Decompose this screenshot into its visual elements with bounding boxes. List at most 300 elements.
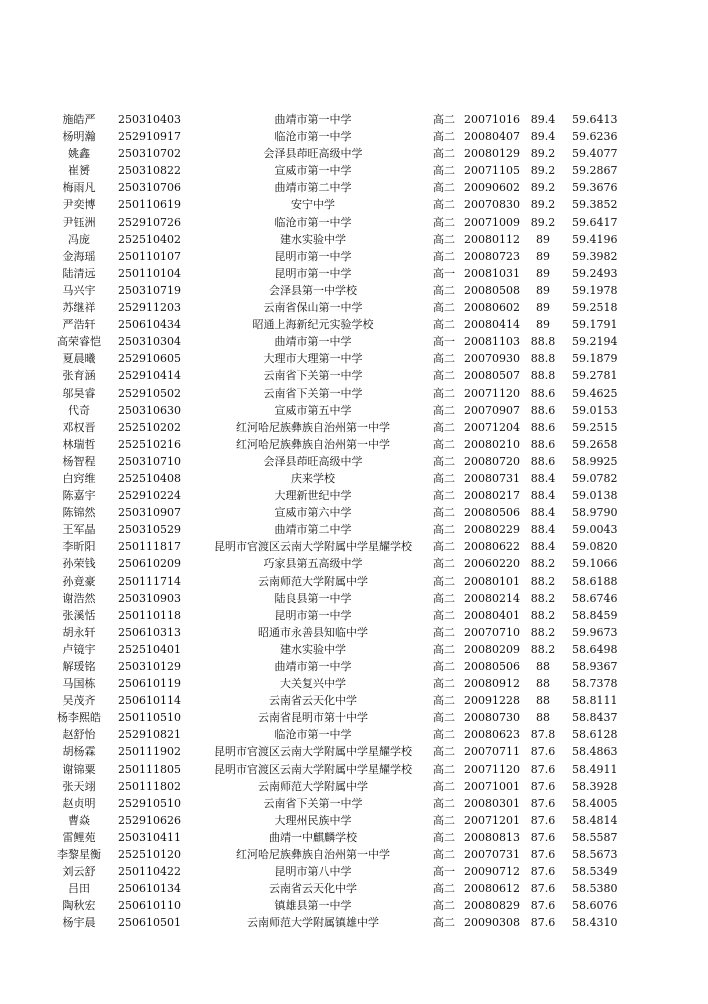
student-name-cell: 孙竟豪 (62, 574, 96, 588)
final-score-cell: 59.2515 (572, 420, 618, 434)
school-name-cell: 红河哈尼族彝族自治州第一中学 (236, 848, 390, 862)
birth-date-cell: 20080129 (464, 147, 520, 161)
exam-id-cell: 250610114 (118, 694, 181, 708)
final-score-cell: 58.5673 (572, 848, 618, 862)
grade-level-cell: 高二 (433, 130, 455, 144)
birth-date-cell: 20071105 (464, 164, 520, 178)
table-row (0, 863, 708, 880)
student-name-cell: 金海瑶 (62, 249, 96, 263)
grade-level-cell: 高二 (433, 181, 455, 195)
birth-date-cell: 20071016 (464, 113, 520, 126)
student-name-cell: 胡杨霖 (62, 745, 96, 759)
birth-date-cell: 20080731 (464, 471, 520, 485)
birth-date-cell: 20071204 (464, 420, 520, 434)
birth-date-cell: 20070930 (464, 352, 520, 366)
score-cell: 89 (536, 283, 550, 297)
final-score-cell: 58.9925 (572, 454, 618, 468)
final-score-cell: 58.8437 (572, 711, 618, 725)
grade-level-cell: 高二 (433, 437, 455, 451)
school-name-cell: 巧家县第五高级中学 (263, 557, 363, 571)
score-cell: 89 (536, 318, 550, 332)
table-row (0, 453, 708, 470)
final-score-cell: 59.1066 (572, 557, 618, 571)
score-cell: 88.8 (530, 335, 556, 349)
exam-id-cell: 252510216 (118, 437, 181, 451)
school-name-cell: 庆来学校 (291, 471, 335, 485)
exam-id-cell: 250110107 (118, 249, 181, 263)
results-table (0, 111, 708, 932)
score-cell: 88.2 (530, 625, 556, 639)
exam-id-cell: 250310710 (118, 454, 181, 468)
exam-id-cell: 250310304 (118, 335, 181, 349)
school-name-cell: 会泽县茚旺高级中学 (263, 454, 363, 468)
exam-id-cell: 250110422 (118, 865, 181, 879)
grade-level-cell: 高二 (433, 916, 455, 930)
student-name-cell: 陶秋宏 (62, 899, 96, 913)
school-name-cell: 曲靖市第一中学 (274, 335, 352, 349)
school-name-cell: 会泽县茚旺高级中学 (263, 147, 363, 161)
exam-id-cell: 250610119 (118, 677, 181, 691)
score-cell: 87.6 (530, 745, 556, 759)
school-name-cell: 临沧市第一中学 (274, 728, 352, 742)
exam-id-cell: 250110510 (118, 711, 181, 725)
grade-level-cell: 高二 (433, 779, 455, 793)
student-name-cell: 高荣睿恺 (57, 335, 101, 349)
school-name-cell: 宣威市第五中学 (274, 403, 352, 417)
table-row (0, 709, 708, 726)
student-name-cell: 曹焱 (68, 813, 90, 827)
grade-level-cell: 高二 (433, 386, 455, 400)
exam-id-cell: 250610209 (118, 557, 181, 571)
student-name-cell: 崔赟 (68, 164, 90, 178)
school-name-cell: 昭通上海新纪元实验学校 (252, 318, 374, 332)
table-row (0, 829, 708, 846)
final-score-cell: 59.1978 (572, 283, 618, 297)
score-cell: 88 (536, 677, 550, 691)
exam-id-cell: 250310706 (118, 181, 181, 195)
final-score-cell: 58.6128 (572, 728, 618, 742)
exam-id-cell: 252910821 (118, 728, 181, 742)
table-row (0, 470, 708, 487)
score-cell: 89.2 (530, 147, 556, 161)
exam-id-cell: 250610501 (118, 916, 181, 930)
score-cell: 88 (536, 660, 550, 673)
birth-date-cell: 20080112 (464, 232, 520, 246)
school-name-cell: 昆明市第一中学 (274, 249, 352, 263)
final-score-cell: 59.2518 (572, 301, 618, 315)
school-name-cell: 云南省下关第一中学 (263, 386, 363, 400)
final-score-cell: 59.0820 (572, 540, 618, 554)
grade-level-cell: 高二 (433, 232, 455, 246)
table-row (0, 436, 708, 453)
score-cell: 88.6 (530, 420, 556, 434)
grade-level-cell: 高二 (433, 420, 455, 434)
table-row (0, 265, 708, 282)
grade-level-cell: 高一 (433, 335, 455, 349)
final-score-cell: 59.0153 (572, 403, 618, 417)
final-score-cell: 58.6498 (572, 642, 618, 656)
birth-date-cell: 20080622 (464, 540, 520, 554)
grade-level-cell: 高二 (433, 215, 455, 229)
school-name-cell: 云南师范大学附属中学 (258, 574, 368, 588)
school-name-cell: 云南省保山第一中学 (263, 301, 363, 315)
birth-date-cell: 20080829 (464, 899, 520, 913)
exam-id-cell: 252911203 (118, 301, 181, 315)
birth-date-cell: 20070907 (464, 403, 520, 417)
student-name-cell: 吴茂齐 (62, 694, 96, 708)
school-name-cell: 红河哈尼族彝族自治州第一中学 (236, 420, 390, 434)
score-cell: 88 (536, 711, 550, 725)
school-name-cell: 云南师范大学附属镇雄中学 (247, 916, 379, 930)
score-cell: 87.8 (530, 728, 556, 742)
final-score-cell: 58.3928 (572, 779, 618, 793)
birth-date-cell: 20080813 (464, 830, 520, 844)
score-cell: 88.6 (530, 437, 556, 451)
table-row (0, 402, 708, 419)
grade-level-cell: 高二 (433, 113, 455, 126)
table-row (0, 607, 708, 624)
final-score-cell: 58.5349 (572, 865, 618, 879)
exam-id-cell: 250310403 (118, 113, 181, 126)
grade-level-cell: 高二 (433, 523, 455, 537)
table-row (0, 761, 708, 778)
exam-id-cell: 250610134 (118, 882, 181, 896)
table-row (0, 778, 708, 795)
score-cell: 87.6 (530, 882, 556, 896)
table-row (0, 282, 708, 299)
birth-date-cell: 20080507 (464, 369, 520, 383)
table-row (0, 846, 708, 863)
table-row (0, 880, 708, 897)
school-name-cell: 大理市大理第一中学 (263, 352, 363, 366)
school-name-cell: 陆良县第一中学 (274, 591, 352, 605)
score-cell: 89 (536, 232, 550, 246)
birth-date-cell: 20080401 (464, 608, 520, 622)
birth-date-cell: 20080623 (464, 728, 520, 742)
student-name-cell: 雷鲤苑 (62, 830, 96, 844)
table-row (0, 419, 708, 436)
final-score-cell: 58.6188 (572, 574, 618, 588)
table-row (0, 743, 708, 760)
table-row (0, 111, 708, 128)
grade-level-cell: 高二 (433, 574, 455, 588)
school-name-cell: 宣威市第一中学 (274, 164, 352, 178)
school-name-cell: 安宁中学 (291, 198, 335, 212)
birth-date-cell: 20080506 (464, 506, 520, 520)
score-cell: 88 (536, 694, 550, 708)
exam-id-cell: 252510401 (118, 642, 181, 656)
final-score-cell: 59.2194 (572, 335, 618, 349)
score-cell: 89 (536, 301, 550, 315)
score-cell: 87.6 (530, 848, 556, 862)
grade-level-cell: 高二 (433, 728, 455, 742)
final-score-cell: 59.1791 (572, 318, 618, 332)
score-cell: 88.8 (530, 352, 556, 366)
student-name-cell: 解瑗铭 (62, 660, 96, 673)
birth-date-cell: 20091228 (464, 694, 520, 708)
table-row (0, 145, 708, 162)
school-name-cell: 昆明市第一中学 (274, 266, 352, 280)
exam-id-cell: 250110118 (118, 608, 181, 622)
table-row (0, 795, 708, 812)
grade-level-cell: 高二 (433, 762, 455, 776)
student-name-cell: 代奇 (68, 403, 90, 417)
score-cell: 87.6 (530, 916, 556, 930)
exam-id-cell: 252910917 (118, 130, 181, 144)
student-name-cell: 卢镜宇 (62, 642, 96, 656)
table-row (0, 128, 708, 145)
grade-level-cell: 高二 (433, 369, 455, 383)
final-score-cell: 58.5587 (572, 830, 618, 844)
school-name-cell: 云南省下关第一中学 (263, 796, 363, 810)
birth-date-cell: 20080214 (464, 591, 520, 605)
exam-id-cell: 250610434 (118, 318, 181, 332)
student-name-cell: 刘云舒 (62, 865, 96, 879)
school-name-cell: 昆明市官渡区云南大学附属中学星耀学校 (214, 540, 412, 554)
score-cell: 88.6 (530, 403, 556, 417)
school-name-cell: 曲靖市第一中学 (274, 113, 352, 126)
table-row (0, 538, 708, 555)
final-score-cell: 59.3982 (572, 249, 618, 263)
exam-id-cell: 252910510 (118, 796, 181, 810)
table-row (0, 675, 708, 692)
score-cell: 89.2 (530, 164, 556, 178)
final-score-cell: 59.4196 (572, 232, 618, 246)
school-name-cell: 昆明市第八中学 (274, 865, 352, 879)
student-name-cell: 王军晶 (62, 523, 96, 537)
birth-date-cell: 20080101 (464, 574, 520, 588)
score-cell: 87.6 (530, 899, 556, 913)
birth-date-cell: 20060220 (464, 557, 520, 571)
exam-id-cell: 252910224 (118, 489, 181, 503)
student-name-cell: 尹钰洲 (62, 215, 96, 229)
score-cell: 89.2 (530, 181, 556, 195)
grade-level-cell: 高二 (433, 301, 455, 315)
birth-date-cell: 20070731 (464, 848, 520, 862)
student-name-cell: 马兴宇 (62, 283, 96, 297)
final-score-cell: 59.2867 (572, 164, 618, 178)
score-cell: 87.6 (530, 779, 556, 793)
score-cell: 88.2 (530, 608, 556, 622)
score-cell: 88.2 (530, 591, 556, 605)
student-name-cell: 姚鑫 (68, 147, 90, 161)
table-row (0, 248, 708, 265)
final-score-cell: 59.3852 (572, 198, 618, 212)
birth-date-cell: 20081103 (464, 335, 520, 349)
grade-level-cell: 高二 (433, 164, 455, 178)
birth-date-cell: 20070830 (464, 198, 520, 212)
score-cell: 89.2 (530, 215, 556, 229)
exam-id-cell: 250111817 (118, 540, 181, 554)
table-row (0, 504, 708, 521)
score-cell: 88.4 (530, 489, 556, 503)
school-name-cell: 云南师范大学附属中学 (258, 779, 368, 793)
exam-id-cell: 252910414 (118, 369, 181, 383)
birth-date-cell: 20080209 (464, 642, 520, 656)
birth-date-cell: 20080506 (464, 660, 520, 673)
final-score-cell: 58.8111 (572, 694, 618, 708)
grade-level-cell: 高二 (433, 608, 455, 622)
final-score-cell: 58.6076 (572, 899, 618, 913)
table-row (0, 350, 708, 367)
final-score-cell: 59.2781 (572, 369, 618, 383)
final-score-cell: 58.9367 (572, 660, 618, 673)
school-name-cell: 昆明市官渡区云南大学附属中学星耀学校 (214, 762, 412, 776)
birth-date-cell: 20080508 (464, 283, 520, 297)
grade-level-cell: 高二 (433, 591, 455, 605)
table-row (0, 316, 708, 333)
student-name-cell: 张溪恬 (62, 608, 96, 622)
birth-date-cell: 20070711 (464, 745, 520, 759)
birth-date-cell: 20080210 (464, 437, 520, 451)
score-cell: 88.2 (530, 574, 556, 588)
birth-date-cell: 20080912 (464, 677, 520, 691)
final-score-cell: 58.4005 (572, 796, 618, 810)
student-name-cell: 施皓严 (62, 113, 96, 126)
score-cell: 87.6 (530, 813, 556, 827)
exam-id-cell: 252510402 (118, 232, 181, 246)
final-score-cell: 59.4077 (572, 147, 618, 161)
grade-level-cell: 高二 (433, 625, 455, 639)
score-cell: 89 (536, 249, 550, 263)
table-row (0, 367, 708, 384)
exam-id-cell: 250310822 (118, 164, 181, 178)
table-row (0, 658, 708, 675)
school-name-cell: 云南省云天化中学 (269, 694, 357, 708)
score-cell: 87.6 (530, 830, 556, 844)
student-name-cell: 李昕阳 (62, 540, 96, 554)
score-cell: 88.4 (530, 506, 556, 520)
grade-level-cell: 高二 (433, 506, 455, 520)
exam-id-cell: 250310129 (118, 660, 181, 673)
exam-id-cell: 250111805 (118, 762, 181, 776)
grade-level-cell: 高二 (433, 198, 455, 212)
student-name-cell: 邓权晋 (62, 420, 96, 434)
table-row (0, 573, 708, 590)
student-name-cell: 李黎星衡 (57, 848, 101, 862)
score-cell: 88.6 (530, 386, 556, 400)
school-name-cell: 宣威市第六中学 (274, 506, 352, 520)
exam-id-cell: 250310411 (118, 830, 181, 844)
birth-date-cell: 20071120 (464, 386, 520, 400)
score-cell: 88.2 (530, 642, 556, 656)
school-name-cell: 曲靖一中麒麟学校 (269, 830, 357, 844)
student-name-cell: 赵舒怡 (62, 728, 96, 742)
table-row (0, 590, 708, 607)
grade-level-cell: 高二 (433, 830, 455, 844)
exam-id-cell: 250310907 (118, 506, 181, 520)
student-name-cell: 马国栋 (62, 677, 96, 691)
table-row (0, 231, 708, 248)
school-name-cell: 临沧市第一中学 (274, 215, 352, 229)
school-name-cell: 会泽县第一中学校 (269, 283, 357, 297)
table-row (0, 385, 708, 402)
grade-level-cell: 高二 (433, 796, 455, 810)
school-name-cell: 昭通市永善县知临中学 (258, 625, 368, 639)
table-row (0, 726, 708, 743)
exam-id-cell: 250310903 (118, 591, 181, 605)
student-name-cell: 杨明瀚 (62, 130, 96, 144)
table-row (0, 179, 708, 196)
score-cell: 89.4 (530, 130, 556, 144)
grade-level-cell: 高二 (433, 848, 455, 862)
final-score-cell: 58.6746 (572, 591, 618, 605)
final-score-cell: 59.4625 (572, 386, 618, 400)
exam-id-cell: 252910502 (118, 386, 181, 400)
score-cell: 88.4 (530, 471, 556, 485)
birth-date-cell: 20071009 (464, 215, 520, 229)
final-score-cell: 59.0043 (572, 523, 618, 537)
exam-id-cell: 250610110 (118, 899, 181, 913)
table-row (0, 214, 708, 231)
exam-id-cell: 250111714 (118, 574, 181, 588)
grade-level-cell: 高二 (433, 249, 455, 263)
final-score-cell: 59.2658 (572, 437, 618, 451)
final-score-cell: 58.4863 (572, 745, 618, 759)
student-name-cell: 陈锦然 (62, 506, 96, 520)
school-name-cell: 曲靖市第一中学 (274, 660, 352, 673)
student-name-cell: 张天翊 (62, 779, 96, 793)
final-score-cell: 59.3676 (572, 181, 618, 195)
school-name-cell: 红河哈尼族彝族自治州第一中学 (236, 437, 390, 451)
exam-id-cell: 252910626 (118, 813, 181, 827)
grade-level-cell: 高二 (433, 454, 455, 468)
student-name-cell: 苏继祥 (62, 301, 96, 315)
school-name-cell: 临沧市第一中学 (274, 130, 352, 144)
school-name-cell: 大关复兴中学 (280, 677, 346, 691)
table-row (0, 641, 708, 658)
exam-id-cell: 252510120 (118, 848, 181, 862)
student-name-cell: 吕田 (68, 882, 90, 896)
birth-date-cell: 20080414 (464, 318, 520, 332)
score-cell: 88.4 (530, 523, 556, 537)
school-name-cell: 曲靖市第二中学 (274, 181, 352, 195)
birth-date-cell: 20080229 (464, 523, 520, 537)
school-name-cell: 建水实验中学 (280, 232, 346, 246)
birth-date-cell: 20070710 (464, 625, 520, 639)
birth-date-cell: 20080301 (464, 796, 520, 810)
score-cell: 88.4 (530, 540, 556, 554)
birth-date-cell: 20090712 (464, 865, 520, 879)
grade-level-cell: 高二 (433, 557, 455, 571)
exam-id-cell: 250111902 (118, 745, 181, 759)
student-name-cell: 白窍维 (62, 471, 96, 485)
birth-date-cell: 20080602 (464, 301, 520, 315)
grade-level-cell: 高二 (433, 283, 455, 297)
exam-id-cell: 250310529 (118, 523, 181, 537)
score-cell: 88.8 (530, 369, 556, 383)
grade-level-cell: 高二 (433, 642, 455, 656)
final-score-cell: 59.6413 (572, 113, 618, 126)
final-score-cell: 59.0138 (572, 489, 618, 503)
table-row (0, 196, 708, 213)
grade-level-cell: 高二 (433, 147, 455, 161)
table-row (0, 914, 708, 931)
exam-id-cell: 250111802 (118, 779, 181, 793)
final-score-cell: 59.1879 (572, 352, 618, 366)
score-cell: 87.6 (530, 796, 556, 810)
table-row (0, 812, 708, 829)
student-name-cell: 赵贞明 (62, 796, 96, 810)
student-name-cell: 杨宇晨 (62, 916, 96, 930)
final-score-cell: 58.4814 (572, 813, 618, 827)
birth-date-cell: 20081031 (464, 266, 520, 280)
student-name-cell: 冯庞 (68, 232, 90, 246)
grade-level-cell: 高二 (433, 882, 455, 896)
table-row (0, 299, 708, 316)
birth-date-cell: 20090602 (464, 181, 520, 195)
school-name-cell: 云南省昆明市第十中学 (258, 711, 368, 725)
